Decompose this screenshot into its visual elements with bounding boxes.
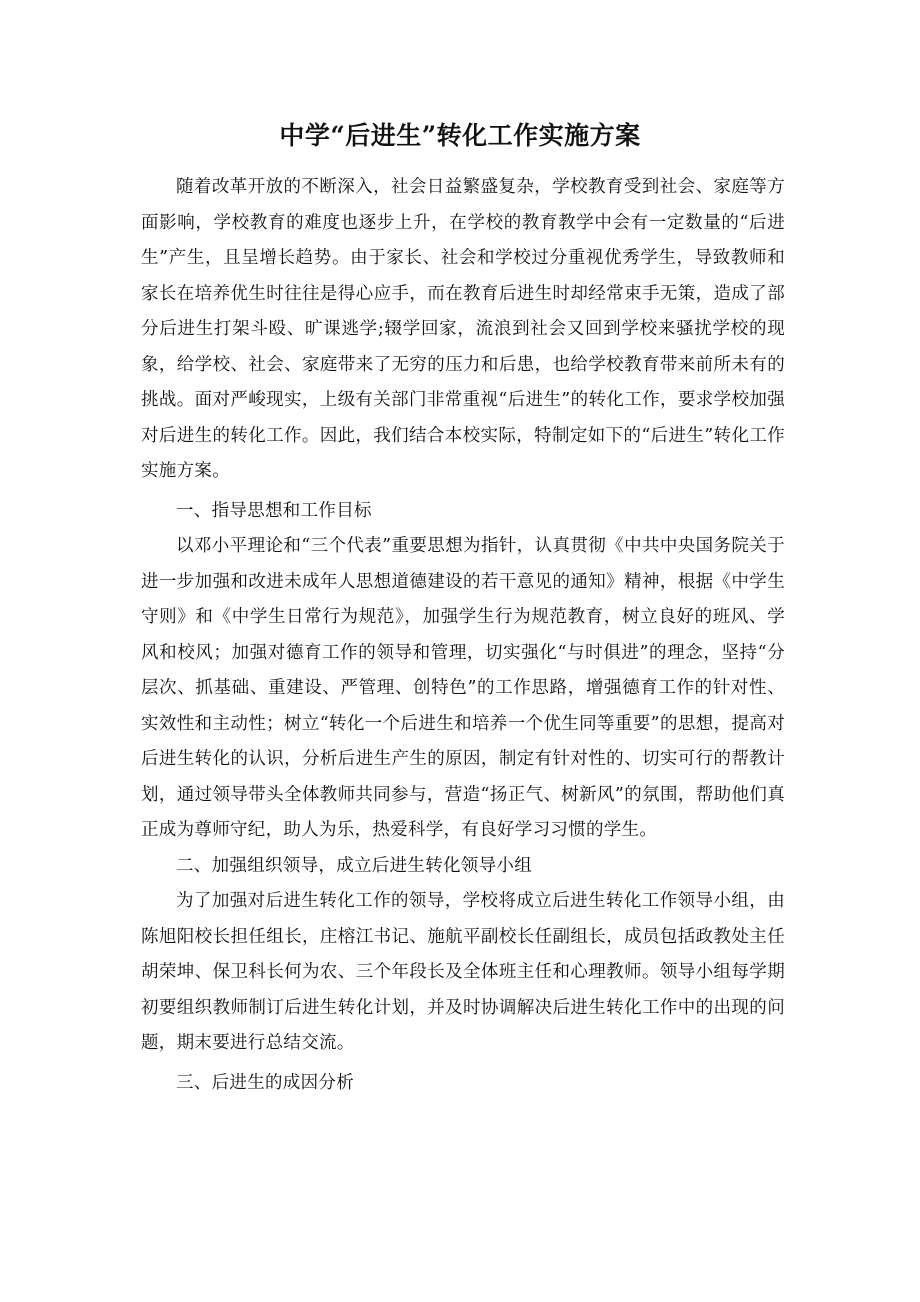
document-body [141, 170, 785, 1101]
section-heading-guiding-principles: 一、指导思想和工作目标 [176, 500, 372, 521]
section-heading-cause-analysis: 三、后进生的成因分析 [176, 1072, 354, 1093]
document-title: 中学“后进生”转化工作实施方案 [279, 121, 641, 150]
intro-paragraph: 随着改革开放的不断深入，社会日益繁盛复杂，学校教育受到社会、家庭等方面影响，学校教育的难度也逐步上升，在学校的教育教学中会有一定数量的“后进生”产生，且呈增长趋势。由于家长、社会和学校过分重视优秀学生，导致教师和家长在培养优生时往往是得心应手，而在教育后进生时却经常束手无策，造成了部分后进生打架斗殴、旷课逃学;辍学回家，流浪到社会又回到学校来骚扰学校的现象，给学校、社会、家庭带来了无穷的压力和后患，也给学校教育带来前所未有的挑战。面对严峻现实，上级有关部门非常重视“后进生”的转化工作，要求学校加强对后进生的转化工作。因此，我们结合本校实际，特制定如下的“后进生”转化工作实施方案。 [141, 177, 785, 481]
section-body-leadership-group: 为了加强对后进生转化工作的领导，学校将成立后进生转化工作领导小组，由陈旭阳校长担任组长，庄榕江书记、施航平副校长任副组长，成员包括政教处主任胡荣坤、保卫科长何为农、三个年段长及全体班主任和心理教师。领导小组每学期初要组织教师制订后进生转化计划，并及时协调解决后进生转化工作中的出现的问题，期末要进行总结交流。 [141, 891, 785, 1053]
section-heading-leadership-group: 二、加强组织领导，成立后进生转化领导小组 [176, 855, 532, 876]
section-body-guiding-principles: 以邓小平理论和“三个代表”重要思想为指针，认真贯彻《中共中央国务院关于进一步加强和改进未成年人思想道德建设的若干意见的通知》精神，根据《中学生守则》和《中学生日常行为规范》，加强学生行为规范教育，树立良好的班风、学风和校风；加强对德育工作的领导和管理，切实强化“与时俱进”的理念，坚持“分层次、抓基础、重建设、严管理、创特色”的工作思路，增强德育工作的针对性、实效性和主动性；树立“转化一个后进生和培养一个优生同等重要”的思想，提高对后进生转化的认识，分析后进生产生的原因，制定有针对性的、切实可行的帮教计划，通过领导带头全体教师共同参与，营造“扬正气、树新风”的氛围，帮助他们真正成为尊师守纪，助人为乐，热爱科学，有良好学习习惯的学生。 [141, 536, 785, 840]
